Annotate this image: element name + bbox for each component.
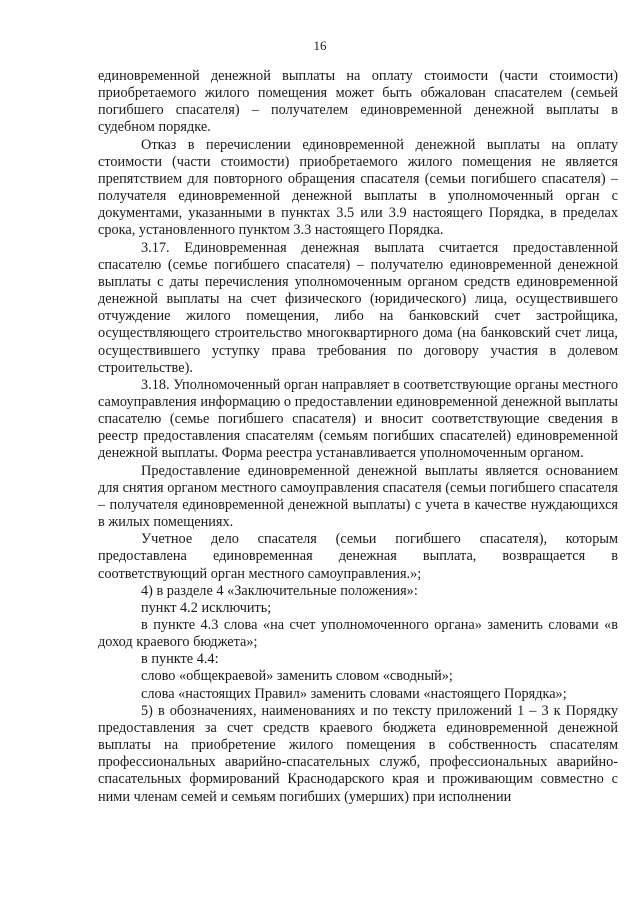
paragraph-continuation: единовременной денежной выплаты на оплату стоимости (части стоимости) приобретаемого жилого помещения может быть обжалован спасателем (семьей погибшего спасателя) – получателем единовременной денежной выплаты в судебном порядке. — [98, 68, 618, 136]
paragraph-item-4-2: пункт 4.2 исключить; — [141, 599, 272, 616]
paragraph-section-4: 4) в разделе 4 «Заключительные положения»: — [141, 582, 418, 599]
paragraph-case-file: Учетное дело спасателя (семьи погибшего спасателя), которым предоставлена единовременная денежная выплата, возвращается в соответствующий орган местного самоуправления.»; — [98, 531, 618, 582]
paragraph-deregistration: Предоставление единовременной денежной выплаты является основанием для снятия органом местного самоуправления спасателя (семьи погибшего спасателя – получателя единовременной денежной выплаты) с учета в качестве нуждающихся в жилых помещениях. — [98, 462, 618, 531]
paragraph-item-5: 5) в обозначениях, наименованиях и по тексту приложений 1 – 3 к Порядку предоставления за счет средств краевого бюджета единовременной денежной выплаты на приобретение жилого помещения в собственность спасателям профессиональных аварийно-спасательных служб, профессиональных аварийно-спасательных формирований Краснодарского края и проживающим совместно с ними членам семей и семьям погибших (умерших) при исполнении — [98, 702, 618, 805]
paragraph-word-replace-2: слова «настоящих Правил» заменить словами «настоящего Порядка»; — [141, 685, 567, 702]
paragraph-item-4-3: в пункте 4.3 слова «на счет уполномоченного органа» заменить словами «в доход краевого бюджета»; — [98, 617, 618, 651]
paragraph-word-replace-1: слово «общекраевой» заменить словом «сводный»; — [141, 668, 453, 685]
page-number: 16 — [313, 38, 327, 53]
paragraph-item-4-4: в пункте 4.4: — [141, 651, 219, 668]
paragraph-refusal: Отказ в перечислении единовременной денежной выплаты на оплату стоимости (части стоимости) приобретаемого жилого помещения не является препятствием для повторного обращения спасателя (семьи погибшего спасателя) – получателя единовременной денежной выплаты в уполномоченный орган с документами, указанными в пунктах 3.5 или 3.9 настоящего Порядка, в пределах срока, установленного пунктом 3.3 настоящего Порядка. — [98, 136, 618, 239]
document-body — [98, 68, 618, 806]
paragraph-3-18: 3.18. Уполномоченный орган направляет в соответствующие органы местного самоуправления информацию о предоставлении единовременной денежной выплаты спасателю (семье погибшего спасателя) и вносит соответствующие сведения в реестр предоставления спасателям (семьям погибших спасателей) единовременной денежной выплаты. Форма реестра устанавливается уполномоченным органом. — [98, 376, 618, 462]
paragraph-3-17: 3.17. Единовременная денежная выплата считается предоставленной спасателю (семье погибшего спасателя) – получателю единовременной денежной выплаты с даты перечисления уполномоченным органом средств единовременной денежной выплаты на счет физического (юридического) лица, осуществившего отчуждение жилого помещения, либо на банковский счет застройщика, осуществляющего строительство многоквартирного дома (на банковский счет лица, осуществившего уступку права требования по договору участия в долевом строительстве). — [98, 239, 618, 376]
